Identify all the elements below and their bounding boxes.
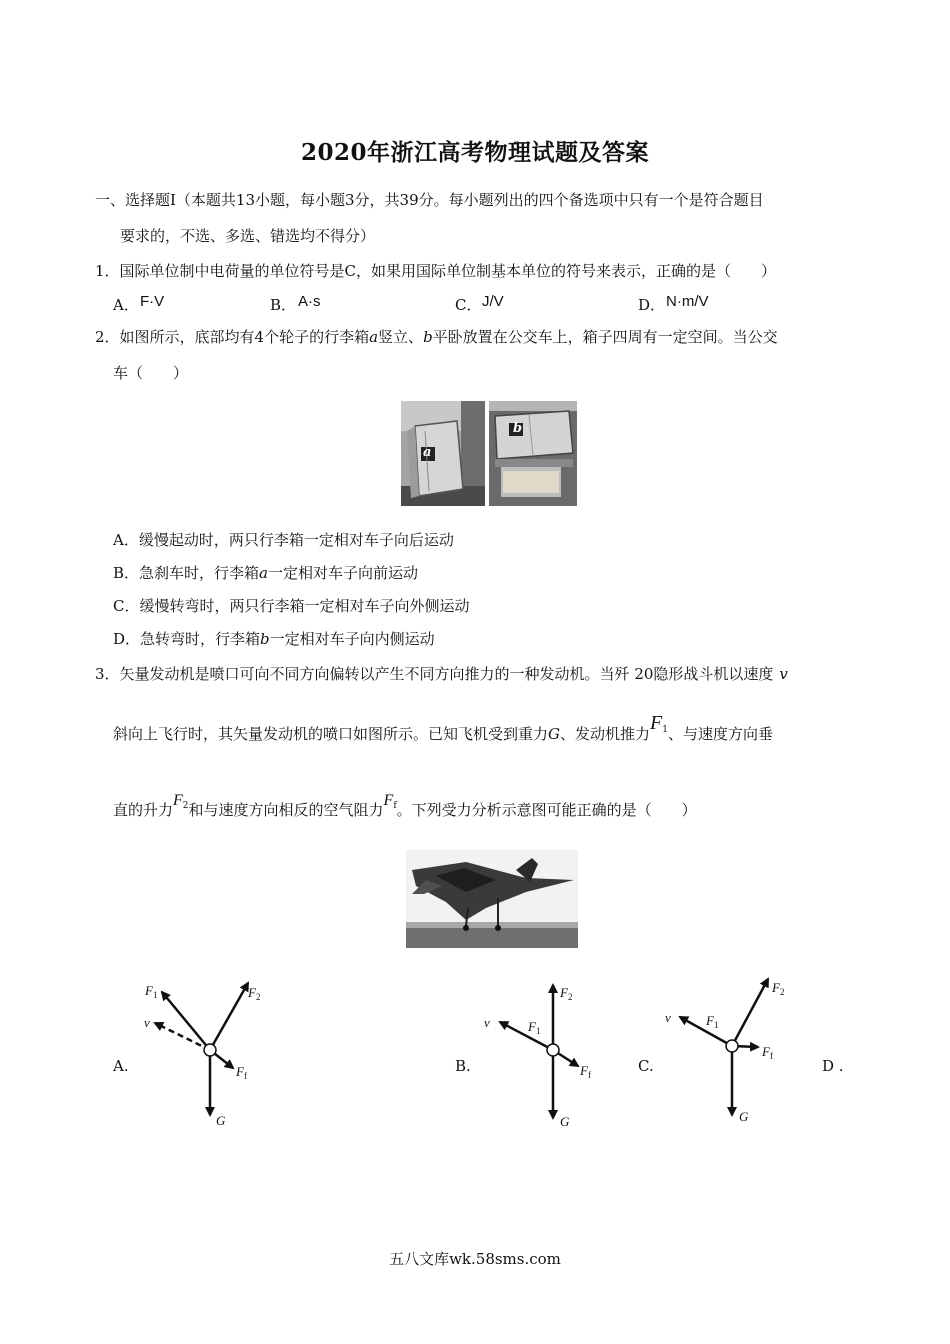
section-heading: 一、选择题Ⅰ（本题共13小题，每小题3分，共39分。每小题列出的四个备选项中只有一个是符合题目 — [95, 191, 764, 209]
q2-var-b: b — [423, 328, 433, 346]
diagram-c-center — [726, 1040, 738, 1052]
q1-option-d-label: D． — [638, 296, 666, 314]
q1-option-a-text: F·V — [140, 293, 165, 310]
diagram-a-label-f2: $F_2$ — [248, 985, 261, 1002]
page-title: 2020年浙江高考物理试题及答案 — [300, 139, 649, 166]
luggage-label-a: a — [423, 445, 432, 460]
diagram-b-label-v: v — [484, 1015, 490, 1030]
question-2-cont: 车（ ） — [113, 364, 189, 382]
q3-option-a-label: A. — [113, 1057, 129, 1075]
q2-option-a: A．缓慢起动时，两只行李箱一定相对车子向后运动 — [113, 531, 454, 549]
q3-line3b: 和与速度方向相反的空气阻力 — [188, 801, 384, 819]
q2-text-b: 竖立、 — [378, 328, 424, 346]
q3-line2c: 、与速度方向垂 — [667, 725, 773, 743]
diagram-c-label-v: v — [665, 1010, 671, 1025]
q2-option-d-text1: D．急转弯时，行李箱 — [113, 630, 261, 648]
q2-option-b-text2: 一定相对车子向前运动 — [267, 564, 418, 582]
question-1: 1．国际单位制中电荷量的单位符号是C，如果用国际单位制基本单位的符号来表示，正确的是（ ） — [95, 262, 777, 280]
diagram-b-label-f2: $F_2$ — [560, 985, 573, 1002]
q1-option-b-label: B． — [270, 296, 297, 314]
diagram-b-f1-arrow — [500, 1022, 553, 1050]
q3-line2b: 、发动机推力 — [560, 725, 651, 743]
diagram-a-label-ff: $F_f$ — [236, 1064, 247, 1081]
q1-option-c-text: J/V — [482, 293, 504, 310]
q3-var-ff: F — [383, 792, 394, 809]
diagram-c-label-ff: $F_f$ — [762, 1044, 773, 1061]
q1-option-a-label: A． — [113, 296, 139, 314]
q2-option-d-text2: 一定相对车子向内侧运动 — [269, 630, 435, 648]
q2-text-c: 平卧放置在公交车上，箱子四周有一定空间。当公交 — [432, 328, 778, 346]
diagram-a-v-arrow — [155, 1023, 210, 1050]
q1-option-c-label: C． — [455, 296, 482, 314]
q3-line2a: 斜向上飞行时，其矢量发动机的喷口如图所示。已知飞机受到重力 — [113, 725, 549, 743]
luggage-label-b: b — [513, 421, 523, 436]
q3-var-f1: F — [650, 712, 663, 734]
q1-option-b-text: A·s — [298, 293, 321, 310]
q3-line1: 3．矢量发动机是喷口可向不同方向偏转以产生不同方向推力的一种发动机。当歼 20隐形战斗机以速度 — [95, 665, 774, 683]
q3-var-v: v — [779, 665, 788, 683]
diagram-b-label-g: G — [560, 1114, 570, 1129]
diagram-a-f1-arrow — [162, 992, 210, 1050]
q3-sub-2: 2 — [182, 801, 189, 811]
diagram-c-f2-arrow — [732, 979, 768, 1046]
q3-option-b-label: B. — [455, 1057, 471, 1075]
q3-option-c-label: C. — [638, 1057, 654, 1075]
q3-sub-1: 1 — [662, 725, 668, 735]
page-footer: 五八文库wk.58sms.com — [389, 1250, 561, 1268]
diagram-c-label-g: G — [739, 1109, 749, 1124]
diagram-a-f2-arrow — [210, 983, 248, 1050]
q3-var-g: G — [548, 725, 560, 743]
diagram-a-label-v: v — [144, 1015, 150, 1030]
q2-text-a: 2．如图所示，底部均有4个轮子的行李箱 — [95, 328, 370, 346]
diagram-a-center — [204, 1044, 216, 1056]
diagram-c-label-f2: $F_2$ — [772, 980, 785, 997]
section-heading-cont: 要求的，不选、多选、错选均不得分） — [120, 227, 376, 245]
diagram-b-label-f1: $F_1$ — [528, 1019, 541, 1036]
diagram-a-label-g: G — [216, 1113, 226, 1128]
q1-option-d-text: N·m/V — [666, 293, 709, 310]
diagram-a — [155, 983, 248, 1115]
diagram-b — [500, 985, 578, 1118]
q3-var-f2: F — [173, 792, 183, 809]
q2-option-b-text1: B．急刹车时，行李箱 — [113, 564, 260, 582]
diagram-c-label-f1: $F_1$ — [706, 1013, 719, 1030]
q3-option-d-label: D . — [822, 1057, 844, 1075]
diagram-b-center — [547, 1044, 559, 1056]
q3-sub-f: f — [393, 801, 397, 811]
diagram-b-label-ff: $F_f$ — [580, 1063, 591, 1080]
diagram-a-label-f1: $F_1$ — [145, 983, 158, 1000]
q2-option-c: C．缓慢转弯时，两只行李箱一定相对车子向外侧运动 — [113, 597, 470, 615]
q2-var-a: a — [369, 328, 379, 346]
q2-option-d-var: b — [260, 630, 270, 648]
q3-line3a: 直的升力 — [113, 801, 174, 819]
q3-line3c: 。下列受力分析示意图可能正确的是（ ） — [396, 801, 697, 819]
q2-option-b-var: a — [259, 564, 268, 582]
diagram-c — [680, 979, 768, 1115]
